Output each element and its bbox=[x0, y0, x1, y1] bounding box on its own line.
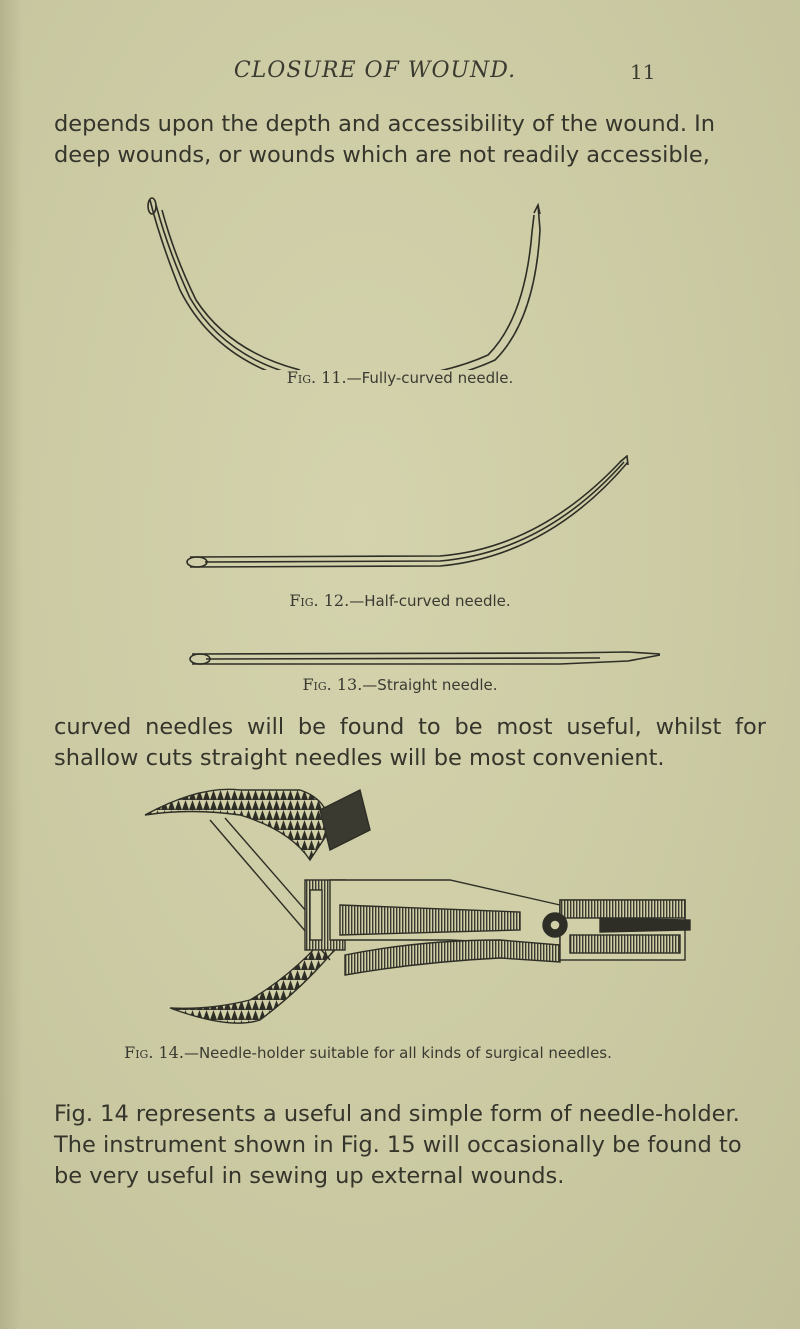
caption-fig-12 bbox=[0, 591, 800, 610]
fig-11-caption: —Fully-curved needle. bbox=[346, 369, 514, 387]
fig-14-label: Fig. 14. bbox=[124, 1043, 184, 1062]
straight-needle-icon bbox=[0, 640, 800, 670]
fig-12-caption: —Half-curved needle. bbox=[349, 592, 511, 610]
caption-fig-11 bbox=[0, 368, 800, 387]
caption-fig-13 bbox=[0, 675, 800, 694]
page-number: 11 bbox=[630, 60, 656, 84]
half-curved-needle-icon bbox=[0, 455, 800, 575]
fully-curved-needle-icon bbox=[0, 190, 800, 370]
fig-12-label: Fig. 12. bbox=[289, 591, 350, 610]
fig-11-label: Fig. 11. bbox=[286, 368, 347, 387]
paragraph-curved-vs-straight: curved needles will be found to be most useful, whilst for shallow cuts straight needles will be most convenient. bbox=[54, 714, 766, 771]
fig-13-label: Fig. 13. bbox=[302, 675, 363, 694]
caption-fig-14 bbox=[88, 1042, 648, 1064]
fig-13-caption: —Straight needle. bbox=[362, 676, 498, 694]
needle-holder-icon bbox=[0, 770, 800, 1040]
fig-14-caption: —Needle-holder suitable for all kinds of surgical needles. bbox=[183, 1044, 612, 1062]
paragraph-depth-of-wound: depends upon the depth and accessibility of the wound. In deep wounds, or wounds which are not readily accessible, bbox=[54, 111, 716, 168]
running-title: CLOSURE OF WOUND. bbox=[233, 58, 517, 83]
paragraph-needle-holder: Fig. 14 represents a useful and simple form of needle-holder. The instrument shown in Fig. 15 will occasionally be found to be very useful in sewing up external wounds. bbox=[54, 1101, 742, 1189]
